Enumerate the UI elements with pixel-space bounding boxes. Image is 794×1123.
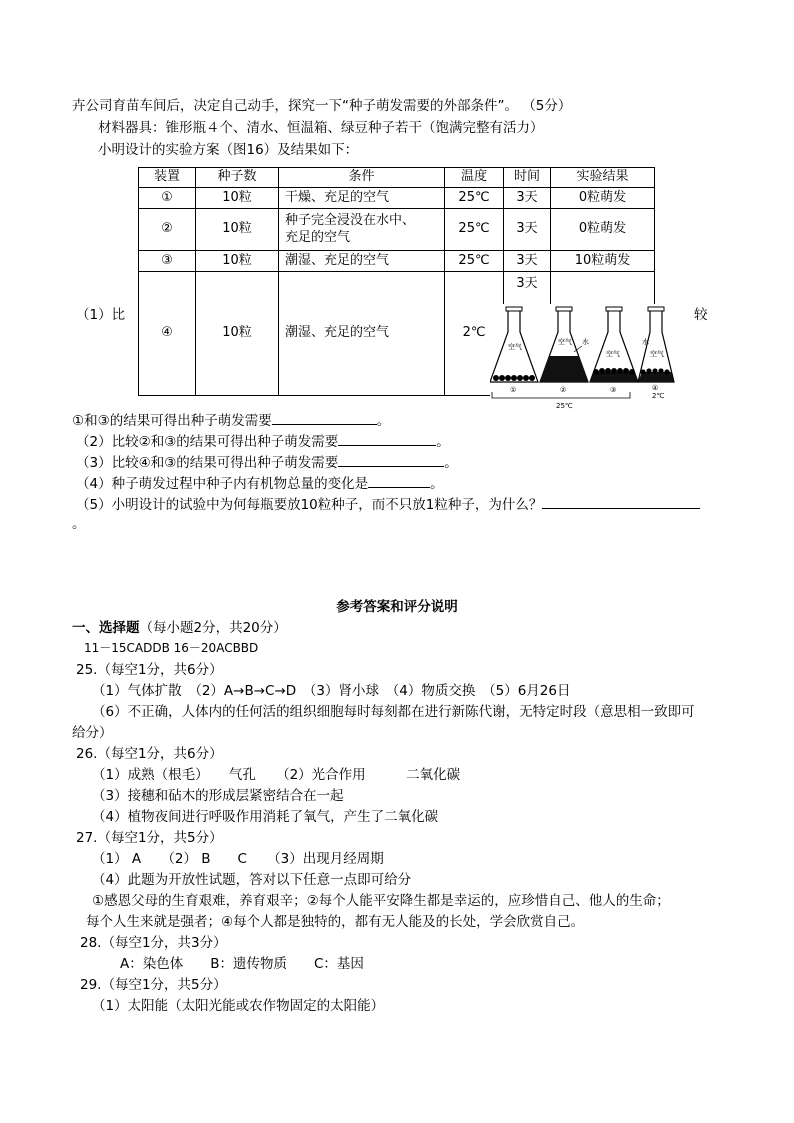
label-water-4: 水	[642, 338, 649, 346]
q1-text: ①和③的结果可得出种子萌发需要	[72, 413, 272, 429]
q2-text: （2）比较②和③的结果可得出种子萌发需要	[76, 434, 339, 450]
section1-heading	[72, 620, 287, 638]
cell-condition: 干燥、充足的空气	[279, 188, 445, 209]
cell-device: ①	[139, 188, 196, 209]
header-condition: 条件	[279, 168, 445, 188]
cell-device: ④	[139, 272, 196, 396]
q25-line3: 给分）	[72, 725, 113, 741]
design-line: 小明设计的实验方案（图16）及结果如下：	[98, 142, 359, 158]
q3-answer-blank[interactable]	[338, 453, 444, 467]
intro-line: 卉公司育苗车间后，决定自己动手，探究一下“种子萌发需要的外部条件”。 （5分）	[72, 98, 572, 114]
cell-time: 3天	[504, 209, 551, 251]
q25-line2: （6）不正确，人体内的任何活的组织细胞每时每刻都在进行新陈代谢，无特定时段（意思相一致即可	[92, 704, 695, 720]
q5-answer-blank[interactable]	[542, 495, 700, 509]
cell-condition: 潮湿、充足的空气	[279, 272, 445, 396]
label-air-4: 空气	[650, 350, 664, 358]
table-row	[139, 209, 655, 251]
label-air-1: 空气	[508, 343, 522, 351]
cell-device: ③	[139, 251, 196, 272]
cell-seeds: 10粒	[196, 251, 279, 272]
cell-result: 10粒萌发	[551, 251, 655, 272]
q27-line4: 每个人生来就是强者；④每个人都是独特的，都有无人能及的长处，学会欣赏自己。	[86, 914, 585, 930]
q27-line1: （1） A （2） B C （3）出现月经周期	[92, 851, 384, 867]
label-water-2: 水	[582, 338, 589, 346]
table-row	[139, 251, 655, 272]
cell-result: 0粒萌发	[551, 209, 655, 251]
cell-condition	[279, 209, 445, 251]
label-air-2: 空气	[558, 338, 572, 346]
q3-end: 。	[444, 455, 458, 471]
flask-number-4: ④	[652, 384, 659, 392]
header-time: 时间	[504, 168, 551, 188]
q28-line1: A：染色体 B：遗传物质 C：基因	[120, 956, 364, 972]
cell-seeds: 10粒	[196, 209, 279, 251]
flask-number-3: ③	[610, 386, 617, 394]
q1-prefix: （1）比	[76, 307, 126, 323]
cell-temp: 25℃	[445, 209, 504, 251]
q5-end: 。	[72, 516, 86, 532]
q1-end: 。	[376, 413, 391, 429]
flask-number-2: ②	[560, 386, 567, 394]
cell-temp: 25℃	[445, 188, 504, 209]
q1-answer-blank[interactable]	[272, 411, 377, 425]
q26-head: 26.（每空1分，共6分）	[76, 746, 223, 762]
header-device: 装置	[139, 168, 196, 188]
cell-seeds: 10粒	[196, 188, 279, 209]
q25-head: 25.（每空1分，共6分）	[76, 662, 223, 678]
materials-line: 材料器具：锥形瓶４个、清水、恒温箱、绿豆种子若干（饱满完整有活力）	[98, 120, 544, 136]
cell-temp: 2℃	[445, 272, 504, 396]
table-row	[139, 188, 655, 209]
q3-line	[76, 453, 458, 473]
cell-condition: 潮湿、充足的空气	[279, 251, 445, 272]
q4-text: （4）种子萌发过程中种子内有机物总量的变化是	[76, 476, 369, 492]
cell-seeds: 10粒	[196, 272, 279, 396]
condition-line-a: 种子完全浸没在水中、	[285, 212, 416, 228]
q2-end: 。	[436, 434, 450, 450]
q5-line	[76, 495, 700, 515]
section1-title: 一、选择题	[72, 620, 140, 636]
flask-number-1: ①	[510, 386, 517, 394]
q28-head: 28.（每空1分，共3分）	[80, 935, 227, 951]
q27-line3: ①感恩父母的生育艰难，养育艰辛；②每个人能平安降生都是幸运的，应珍惜自己、他人的生命；	[92, 893, 670, 909]
label-air-3: 空气	[606, 350, 620, 358]
header-temp: 温度	[445, 168, 504, 188]
q2-answer-blank[interactable]	[338, 432, 436, 446]
label-temp-group: 25℃	[556, 402, 573, 410]
q25-line1: （1）气体扩散 （2）A→B→C→D （3）肾小球 （4）物质交换 （5）6月26日	[92, 683, 571, 699]
cell-time: 3天	[504, 272, 551, 396]
cell-temp: 25℃	[445, 251, 504, 272]
q2-line	[76, 432, 450, 452]
section1-answers: 11－15CADDB 16－20ACBBD	[84, 641, 259, 655]
answers-title: 参考答案和评分说明	[336, 599, 458, 615]
label-temp-single: 2℃	[652, 392, 665, 400]
q29-head: 29.（每空1分，共5分）	[80, 977, 227, 993]
q1-suffix: 较	[694, 307, 708, 323]
q26-line1: （1）成熟（根毛） 气孔 （2）光合作用 二氧化碳	[92, 767, 461, 783]
q29-line1: （1）太阳能（太阳光能或农作物固定的太阳能）	[92, 998, 385, 1014]
q26-line2: （3）接穗和砧木的形成层紧密结合在一起	[92, 788, 344, 804]
cell-result: 0粒萌发	[551, 188, 655, 209]
header-result: 实验结果	[551, 168, 655, 188]
flask-figure	[490, 304, 690, 414]
cell-time: 3天	[504, 188, 551, 209]
section1-note: （每小题2分，共20分）	[139, 620, 287, 636]
header-seeds: 种子数	[196, 168, 279, 188]
q27-head: 27.（每空1分，共5分）	[76, 830, 223, 846]
cell-device: ②	[139, 209, 196, 251]
q27-line2: （4）此题为开放性试题，答对以下任意一点即可给分	[92, 872, 412, 888]
q3-text: （3）比较④和③的结果可得出种子萌发需要	[76, 455, 339, 471]
table-header-row	[139, 168, 655, 188]
q4-answer-blank[interactable]	[368, 474, 430, 488]
q4-line	[76, 474, 444, 494]
cell-time: 3天	[504, 251, 551, 272]
q26-line3: （4）植物夜间进行呼吸作用消耗了氧气，产生了二氧化碳	[92, 809, 439, 825]
q4-end: 。	[430, 476, 444, 492]
q5-text: （5）小明设计的试验中为何每瓶要放10粒种子，而不只放1粒种子，为什么？	[76, 497, 543, 513]
q1-line	[72, 411, 390, 431]
condition-line-b: 充足的空气	[285, 229, 351, 245]
